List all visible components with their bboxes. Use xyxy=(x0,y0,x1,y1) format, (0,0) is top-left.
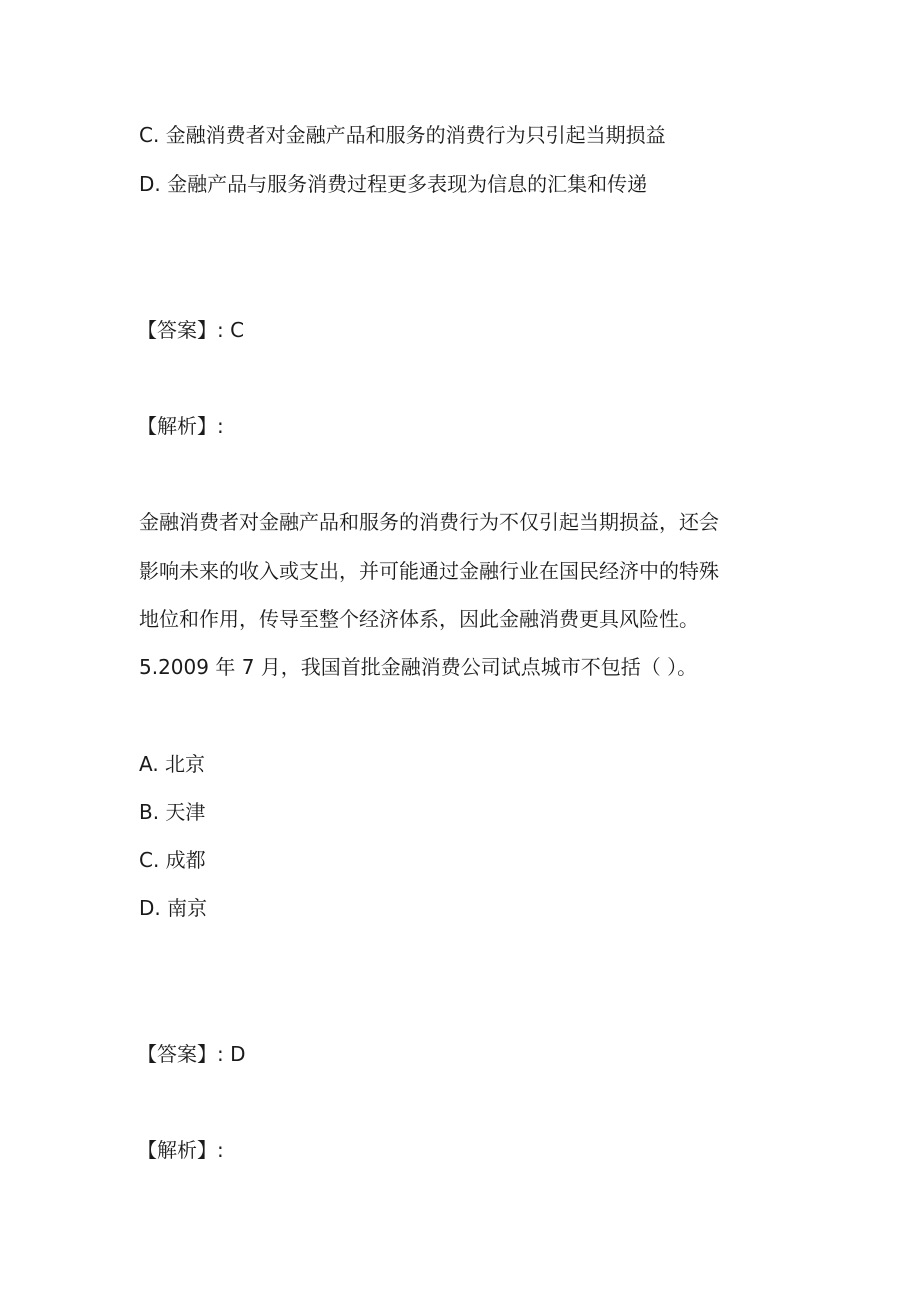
q4-answer: 【答案】: C xyxy=(137,318,245,342)
q5-analysis-label: 【解析】: xyxy=(137,1138,224,1162)
q5-option-d: D. 南京 xyxy=(139,896,208,920)
q4-analysis-line-3: 地位和作用，传导至整个经济体系，因此金融消费更具风险性。 xyxy=(139,607,699,631)
q4-analysis-line-2: 影响未来的收入或支出，并可能通过金融行业在国民经济中的特殊 xyxy=(139,559,719,583)
q4-option-d: D. 金融产品与服务消费过程更多表现为信息的汇集和传递 xyxy=(139,172,648,196)
q4-option-c: C. 金融消费者对金融产品和服务的消费行为只引起当期损益 xyxy=(139,123,666,147)
q4-analysis-line-1: 金融消费者对金融产品和服务的消费行为不仅引起当期损益，还会 xyxy=(139,510,719,534)
q5-option-a: A. 北京 xyxy=(139,752,206,776)
q5-option-c: C. 成都 xyxy=(139,848,206,872)
q5-question: 5.2009 年 7 月，我国首批金融消费公司试点城市不包括（ ）。 xyxy=(139,655,698,679)
q5-option-b: B. 天津 xyxy=(139,800,206,824)
q4-analysis-label: 【解析】: xyxy=(137,414,224,438)
q5-answer: 【答案】: D xyxy=(137,1042,246,1066)
